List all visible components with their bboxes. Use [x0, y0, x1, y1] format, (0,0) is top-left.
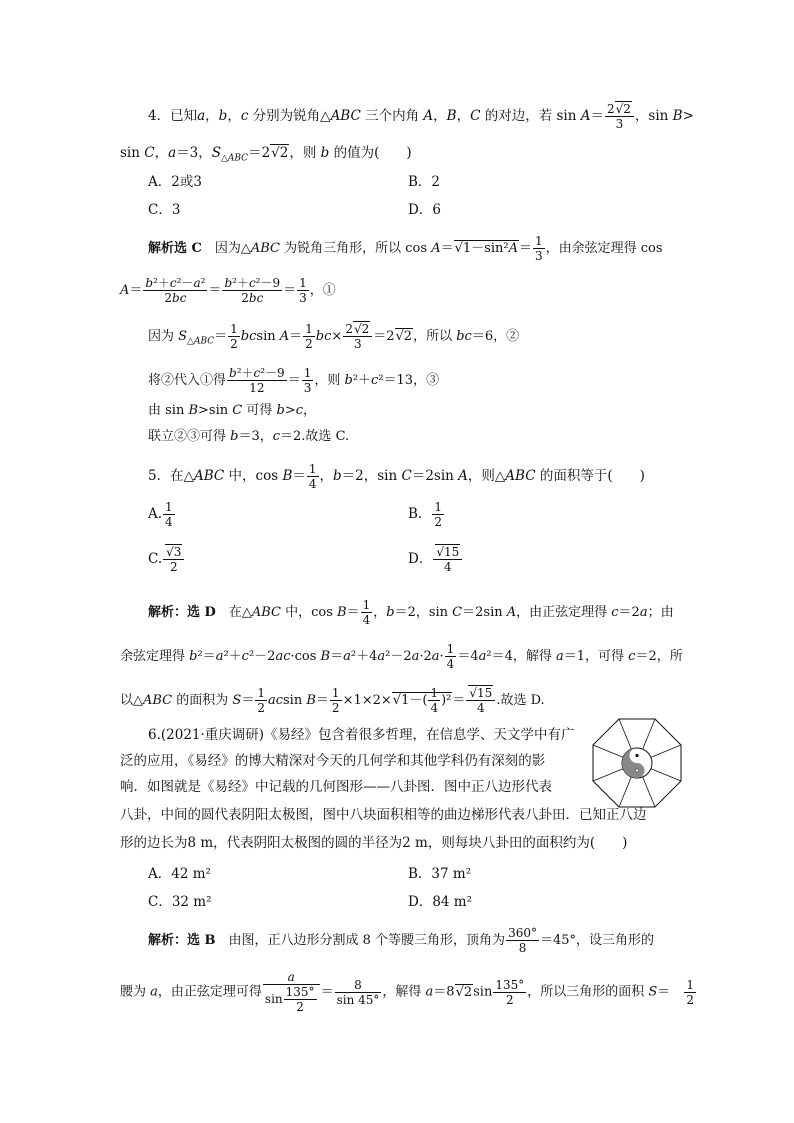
- q4-solution-line3: 因为 $S_{\triangle ABC}=$ $\frac{1}{2}$ bcsin A＝ $\frac{1}{2}$ bc× $\frac{2√2}{3}$ ＝2√2，所以 bc＝6，②: [148, 322, 520, 351]
- q6-solution-line1: 解析：选 B 由图，正八边形分割成 8 个等腰三角形，顶角为 $\frac{360^\circ}{8}$ ＝45°，设三角形的: [148, 926, 655, 955]
- q6-line2: 泛的应用，《易经》的博大精深对今天的几何学和其他学科仍有深刻的影: [120, 753, 546, 769]
- q6-line1: 6.(2021·重庆调研)《易经》包含着很多哲理，在信息学、天文学中有广: [148, 727, 575, 743]
- bagua-figure-icon: [590, 716, 684, 810]
- q5-solution-line1: 解析：选 D 在△ABC 中，cos B＝ $\frac{1}{4}$ ，b＝2，sin C＝2sin A，由正弦定理得 c＝2a；由: [148, 598, 674, 627]
- q6-line5: 形的边长为8 m，代表阴阳太极图的圆的半径为2 m，则每块八卦田的面积约为( ): [120, 835, 628, 851]
- q4-solution-line2: A＝ $\frac{\text{b²＋c²－a²}}{2bc}$ ＝ $\frac{\text{b²＋c²－9}}{2bc}$ ＝ $\frac{1}{3}$ ，①: [120, 276, 336, 305]
- q4-solution-line5: 由 sin B>sin C 可得 b>c，: [148, 403, 317, 418]
- q4-option-d[interactable]: D．6: [408, 202, 441, 218]
- q4-line1: 4．已知a，b，c 分别为锐角△ABC 三个内角 A，B，C 的对边，若 sin A＝ $\frac{2√2}{3}$ ，sin B>: [148, 102, 694, 131]
- q4-solution-line4: 将②代入①得 $\frac{\text{b²＋c²－9}}{12}$ ＝ $\frac{1}{3}$ ，则 b²＋c²＝13，③: [148, 366, 440, 395]
- q4-solution-line6: 联立②③可得 b＝3，c＝2.故选 C.: [148, 429, 350, 444]
- q6-line3: 响．如图就是《易经》中记载的几何图形——八卦图．图中正八边形代表: [120, 779, 552, 795]
- q4-option-c[interactable]: C．3: [148, 202, 181, 218]
- q6-option-a[interactable]: A．42 m²: [148, 866, 211, 882]
- q4-line2: sin C，a＝3，$S_{\triangle ABC}=2√2$，则 b 的值为( ): [120, 145, 412, 164]
- q5-option-c[interactable]: C. $\frac{√3}{2}$: [148, 545, 185, 574]
- q6-solution-line2: 腰为 a，由正弦定理可得 a sin $\frac{135^\circ}{2}$ ＝ $\frac{8}{\sin 45^\circ}$ ，解得 a＝8√2sin $\frac{135^\circ}{2}$ ，所以三角形的面积 S＝ $\frac{1}{2}$: [120, 970, 694, 1014]
- q5-solution-line3: 以△ABC 的面积为 S＝ $\frac{1}{2}$ acsin B＝ $\frac{1}{2}$ ×1×2×√1－( $\frac{1}{4}$ )²＝ $\frac{√15}{4}$ .故选 D.: [120, 686, 545, 715]
- q5-line1: 5．在△ABC 中，cos B＝ $\frac{1}{4}$ ，b＝2，sin C＝2sin A，则△ABC 的面积等于( ): [148, 462, 645, 491]
- q4-option-a[interactable]: A．2或3: [148, 174, 202, 190]
- q6-line4: 八卦，中间的圆代表阴阳太极图，图中八块面积相等的曲边梯形代表八卦田．已知正八边: [120, 807, 647, 823]
- q6-option-d[interactable]: D．84 m²: [408, 894, 473, 910]
- q4-option-b[interactable]: B．2: [408, 174, 441, 190]
- q5-solution-line2: 余弦定理得 b²＝a²＋c²－2ac·cos B＝a²＋4a²－2a·2a· $\frac{1}{4}$ ＝4a²＝4，解得 a＝1，可得 c＝2，所: [120, 642, 683, 671]
- q5-option-d[interactable]: D． $\frac{√15}{4}$: [408, 545, 463, 574]
- q5-option-b[interactable]: B． $\frac{1}{2}$: [408, 500, 443, 529]
- q6-option-b[interactable]: B．37 m²: [408, 866, 472, 882]
- q6-option-c[interactable]: C．32 m²: [148, 894, 212, 910]
- q4-solution-line1: 解析选 C 因为△ABC 为锐角三角形，所以 cos A＝√1－sin²A＝ $\frac{1}{3}$ ，由余弦定理得 cos: [148, 234, 663, 263]
- q5-option-a[interactable]: A. $\frac{1}{4}$: [148, 500, 173, 529]
